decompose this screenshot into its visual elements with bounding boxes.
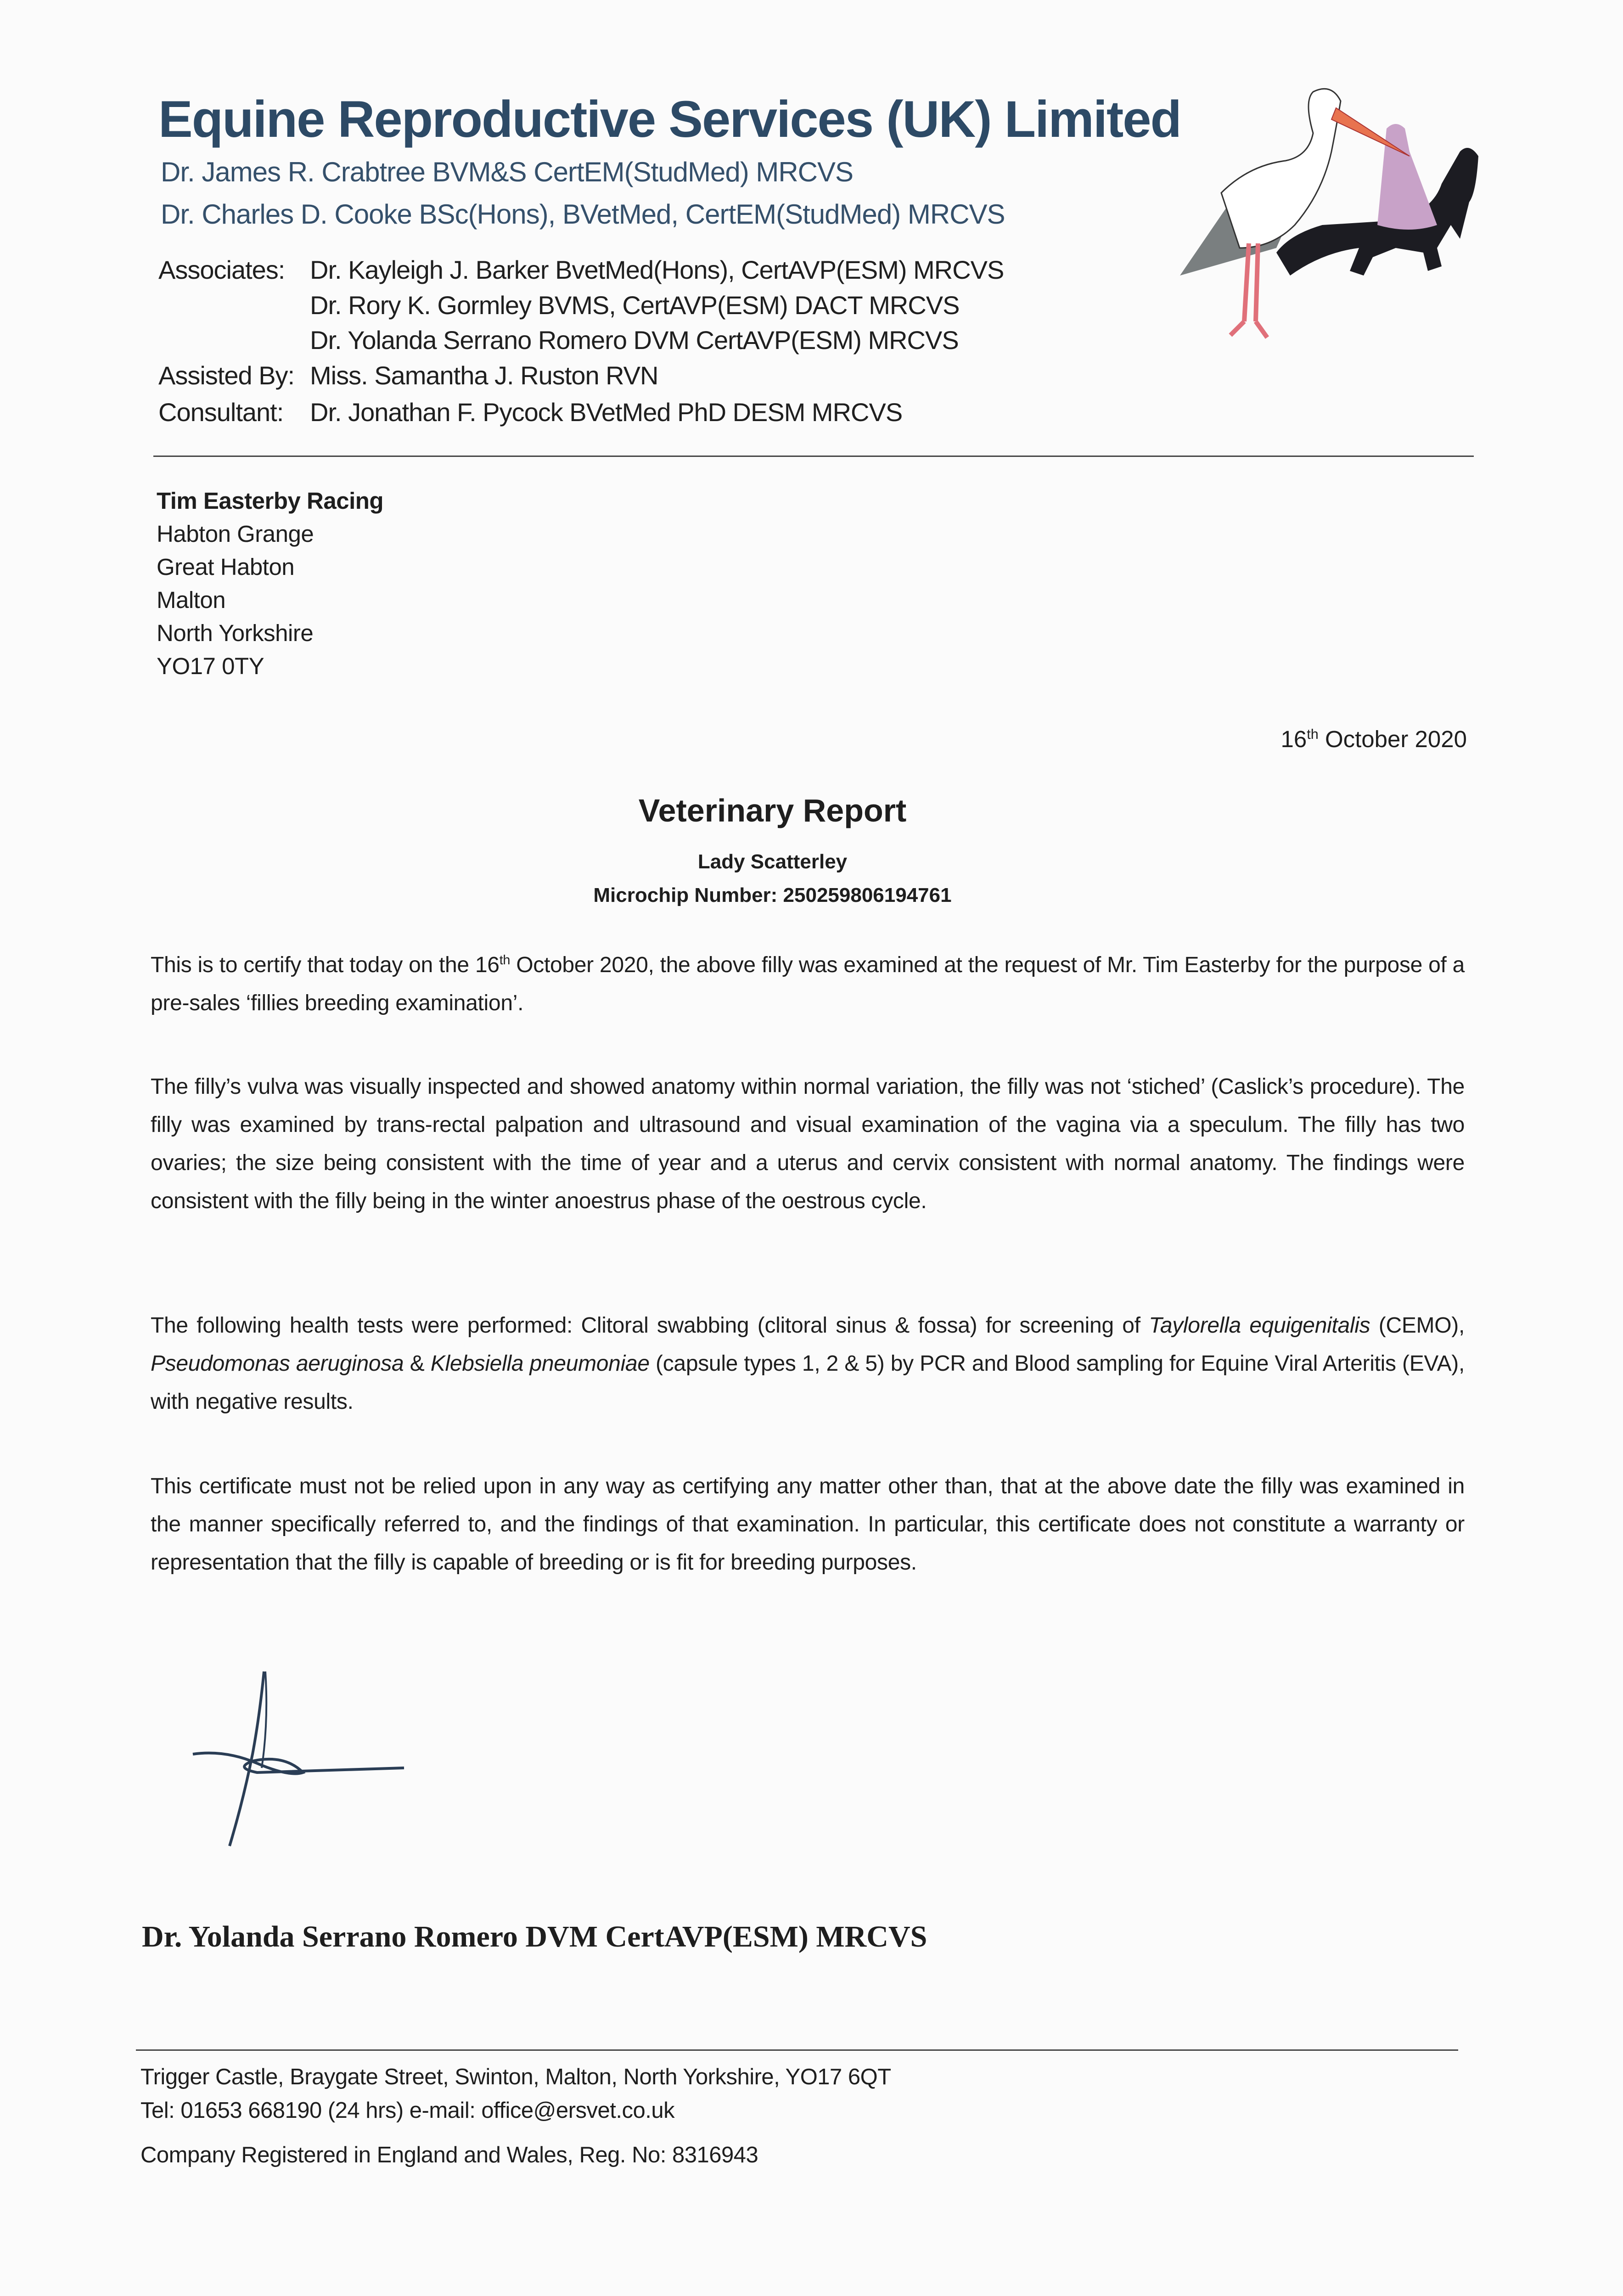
associate-3: Dr. Yolanda Serrano Romero DVM CertAVP(ESM) MRCVS [310, 326, 959, 355]
consultant: Dr. Jonathan F. Pycock BVetMed PhD DESM MRCVS [310, 398, 903, 427]
recipient-name: Tim Easterby Racing [157, 488, 384, 514]
associates-row-2 [158, 290, 1077, 318]
text: (capsule types 1, 2 & 5) by PCR and Blood sampling for Equine Viral Arteritis (EVA), with negative results. [151, 1351, 1465, 1414]
address-line: Habton Grange [157, 521, 314, 547]
text-italic: Klebsiella pneumoniae [430, 1351, 650, 1376]
associates-row-1 [158, 255, 1077, 282]
address-line: Malton [157, 587, 226, 613]
header-divider [153, 456, 1474, 457]
footer-contact: Tel: 01653 668190 (24 hrs) e-mail: office@ersvet.co.uk [140, 2098, 675, 2123]
associates-row-3 [158, 325, 1077, 353]
assisted-label: Assisted By: [158, 361, 295, 390]
microchip-number: Microchip Number: 250259806194761 [593, 884, 952, 906]
text: & [404, 1351, 431, 1376]
date-day: 16 [1280, 726, 1307, 752]
text: This is to certify that today on the 16 [151, 953, 500, 977]
consultant-row [158, 397, 1077, 425]
address-line: North Yorkshire [157, 620, 314, 646]
recipient-address [157, 484, 383, 683]
date-suffix: th [1307, 726, 1319, 742]
associate-2: Dr. Rory K. Gormley BVMS, CertAVP(ESM) DACT MRCVS [310, 291, 960, 320]
text: October 2020, the above filly was examined at the request of Mr. Tim Easterby for the purpose of a pre-sales ‘fillies breeding examination’. [151, 953, 1465, 1015]
partner-1: Dr. James R. Crabtree BVM&S CertEM(StudMed) MRCVS [161, 157, 854, 187]
address-line: Great Habton [157, 554, 295, 580]
company-name: Equine Reproductive Services (UK) Limited [158, 90, 1181, 148]
signature-icon [184, 1662, 422, 1855]
stork-foal-logo-icon [1139, 73, 1488, 349]
horse-name: Lady Scatterley [697, 850, 848, 873]
footer-address: Trigger Castle, Braygate Street, Swinton, Malton, North Yorkshire, YO17 6QT [140, 2065, 891, 2089]
consultant-label: Consultant: [158, 398, 284, 427]
text-italic: Pseudomonas aeruginosa [151, 1351, 404, 1376]
assistant: Miss. Samantha J. Ruston RVN [310, 361, 658, 390]
text-italic: Taylorella equigenitalis [1149, 1313, 1370, 1338]
assisted-row [158, 360, 1077, 388]
paragraph-disclaimer: This certificate must not be relied upon in any way as certifying any matter other than, that at the above date the filly was examined in the manner specifically referred to, and the findings of that examination. In particular, this certificate does not constitute a warranty or representation that the filly is capable of breeding or is fit for breeding purposes. [151, 1474, 1465, 1575]
text-sup: th [499, 953, 511, 968]
date-rest: October 2020 [1318, 726, 1467, 752]
text: (CEMO), [1370, 1313, 1465, 1338]
partner-2: Dr. Charles D. Cooke BSc(Hons), BVetMed, CertEM(StudMed) MRCVS [161, 199, 1005, 230]
footer-divider [136, 2049, 1458, 2051]
signer-name: Dr. Yolanda Serrano Romero DVM CertAVP(ESM) MRCVS [142, 1920, 927, 1953]
footer-registration: Company Registered in England and Wales, Reg. No: 8316943 [140, 2143, 758, 2167]
postcode: YO17 0TY [157, 653, 264, 679]
paragraph-certification [151, 946, 1465, 1022]
associates-label: Associates: [158, 255, 285, 284]
paragraph-examination: The filly’s vulva was visually inspected and showed anatomy within normal variation, the filly was not ‘stiched’ (Caslick’s procedure). The filly was examined by trans-rectal palpation and ultrasound and visual examination of the vagina via a speculum. The filly has two ovaries; the size being consistent with the time of year and a uterus and cervix consistent with normal anatomy. The findings were consistent with the filly being in the winter anoestrus phase of the oestrous cycle. [151, 1075, 1465, 1213]
associate-1: Dr. Kayleigh J. Barker BvetMed(Hons), CertAVP(ESM) MRCVS [310, 255, 1004, 284]
text: The following health tests were performed: Clitoral swabbing (clitoral sinus & fossa) for screening of [151, 1313, 1149, 1338]
paragraph-health-tests [151, 1306, 1465, 1421]
letter-date [1281, 726, 1467, 753]
report-title: Veterinary Report [638, 793, 907, 828]
